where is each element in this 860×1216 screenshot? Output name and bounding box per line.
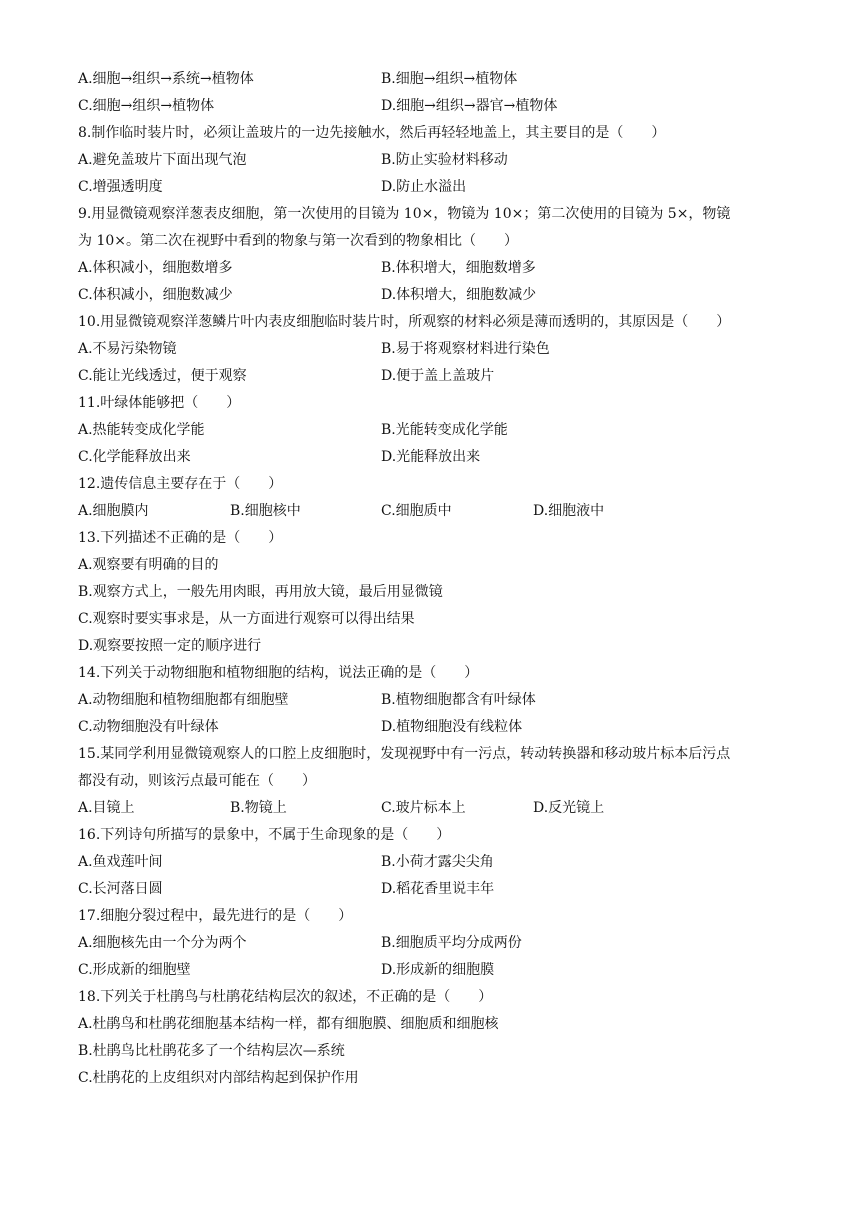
q17-option-c: C.形成新的细胞壁 <box>78 962 191 978</box>
q9-options-row-1 <box>78 255 798 282</box>
q13-stem: 13.下列描述不正确的是（ ） <box>78 530 283 546</box>
q15-stem-line-2: 都没有动，则该污点最可能在（ ） <box>78 773 316 789</box>
q18-option-a: A.杜鹃鸟和杜鹃花细胞基本结构一样，都有细胞膜、细胞质和细胞核 <box>78 1016 499 1032</box>
q10-stem: 10.用显微镜观察洋葱鳞片叶内表皮细胞临时装片时，所观察的材料必须是薄而透明的，其原因是（ ） <box>78 314 731 330</box>
q8-option-b: B.防止实验材料移动 <box>381 152 508 168</box>
q13-option-c: C.观察时要实事求是，从一方面进行观察可以得出结果 <box>78 611 415 627</box>
q10-option-d: D.便于盖上盖玻片 <box>381 368 495 384</box>
q9-options-row-2 <box>78 282 798 309</box>
q17-option-a: A.细胞核先由一个分为两个 <box>78 935 247 951</box>
q12-option-c: C.细胞质中 <box>381 503 452 519</box>
q8-options-row-2 <box>78 174 798 201</box>
q7-option-c: C.细胞→组织→植物体 <box>78 98 215 114</box>
q16-option-b: B.小荷才露尖尖角 <box>381 854 494 870</box>
q14-option-c: C.动物细胞没有叶绿体 <box>78 719 219 735</box>
q16-options-row-2 <box>78 876 798 903</box>
q7-option-a: A.细胞→组织→系统→植物体 <box>78 71 254 87</box>
q15-option-a: A.目镜上 <box>78 800 135 816</box>
q11-option-b: B.光能转变成化学能 <box>381 422 508 438</box>
q17-stem: 17.细胞分裂过程中，最先进行的是（ ） <box>78 908 353 924</box>
q9-stem-line-1: 9.用显微镜观察洋葱表皮细胞，第一次使用的目镜为 10×，物镜为 10×；第二次使用的目镜为 5×，物镜 <box>78 206 731 222</box>
q9-stem-line-2: 为 10×。第二次在视野中看到的物象与第一次看到的物象相比（ ） <box>78 233 518 249</box>
q9-option-d: D.体积增大，细胞数减少 <box>381 287 537 303</box>
q10-option-b: B.易于将观察材料进行染色 <box>381 341 550 357</box>
q17-options-row-1 <box>78 930 798 957</box>
q14-option-d: D.植物细胞没有线粒体 <box>381 719 523 735</box>
q14-options-row-2 <box>78 714 798 741</box>
q15-options-row <box>78 795 798 822</box>
q16-option-c: C.长河落日圆 <box>78 881 163 897</box>
q15-option-d: D.反光镜上 <box>533 800 605 816</box>
q13-option-b: B.观察方式上，一般先用肉眼，再用放大镜，最后用显微镜 <box>78 584 443 600</box>
q9-option-b: B.体积增大，细胞数增多 <box>381 260 536 276</box>
q12-stem: 12.遗传信息主要存在于（ ） <box>78 476 283 492</box>
q11-options-row-1 <box>78 417 798 444</box>
q8-stem: 8.制作临时装片时，必须让盖玻片的一边先接触水，然后再轻轻地盖上，其主要目的是（ ） <box>78 125 666 141</box>
q7-options-row-2 <box>78 93 798 120</box>
q15-option-c: C.玻片标本上 <box>381 800 466 816</box>
q11-option-d: D.光能释放出来 <box>381 449 481 465</box>
q17-option-d: D.形成新的细胞膜 <box>381 962 495 978</box>
q8-option-a: A.避免盖玻片下面出现气泡 <box>78 152 247 168</box>
q12-option-b: B.细胞核中 <box>230 503 301 519</box>
q14-options-row-1 <box>78 687 798 714</box>
q17-option-b: B.细胞质平均分成两份 <box>381 935 522 951</box>
q10-option-c: C.能让光线透过，便于观察 <box>78 368 247 384</box>
q15-option-b: B.物镜上 <box>230 800 287 816</box>
q9-option-c: C.体积减小，细胞数减少 <box>78 287 233 303</box>
q11-option-c: C.化学能释放出来 <box>78 449 191 465</box>
q17-options-row-2 <box>78 957 798 984</box>
exam-page <box>78 66 798 1092</box>
q7-options-row-1 <box>78 66 798 93</box>
q7-option-b: B.细胞→组织→植物体 <box>381 71 518 87</box>
q10-options-row-2 <box>78 363 798 390</box>
q18-stem: 18.下列关于杜鹃鸟与杜鹃花结构层次的叙述，不正确的是（ ） <box>78 989 493 1005</box>
q18-option-b: B.杜鹃鸟比杜鹃花多了一个结构层次—系统 <box>78 1043 345 1059</box>
q16-option-d: D.稻花香里说丰年 <box>381 881 495 897</box>
q16-option-a: A.鱼戏莲叶间 <box>78 854 163 870</box>
q8-option-d: D.防止水溢出 <box>381 179 467 195</box>
q8-options-row-1 <box>78 147 798 174</box>
q13-option-a: A.观察要有明确的目的 <box>78 557 219 573</box>
q13-option-d: D.观察要按照一定的顺序进行 <box>78 638 262 654</box>
q14-option-a: A.动物细胞和植物细胞都有细胞壁 <box>78 692 289 708</box>
q16-stem: 16.下列诗句所描写的景象中，不属于生命现象的是（ ） <box>78 827 451 843</box>
q10-option-a: A.不易污染物镜 <box>78 341 177 357</box>
q14-stem: 14.下列关于动物细胞和植物细胞的结构，说法正确的是（ ） <box>78 665 479 681</box>
q16-options-row-1 <box>78 849 798 876</box>
q18-option-c: C.杜鹃花的上皮组织对内部结构起到保护作用 <box>78 1070 359 1086</box>
q12-options-row <box>78 498 798 525</box>
q14-option-b: B.植物细胞都含有叶绿体 <box>381 692 536 708</box>
q8-option-c: C.增强透明度 <box>78 179 163 195</box>
q12-option-d: D.细胞液中 <box>533 503 605 519</box>
q9-option-a: A.体积减小，细胞数增多 <box>78 260 233 276</box>
q7-option-d: D.细胞→组织→器官→植物体 <box>381 98 558 114</box>
q11-options-row-2 <box>78 444 798 471</box>
q11-stem: 11.叶绿体能够把（ ） <box>78 395 241 411</box>
q10-options-row-1 <box>78 336 798 363</box>
q15-stem-line-1: 15.某同学利用显微镜观察人的口腔上皮细胞时，发现视野中有一污点，转动转换器和移动玻片标本后污点 <box>78 746 731 762</box>
q11-option-a: A.热能转变成化学能 <box>78 422 205 438</box>
q12-option-a: A.细胞膜内 <box>78 503 149 519</box>
